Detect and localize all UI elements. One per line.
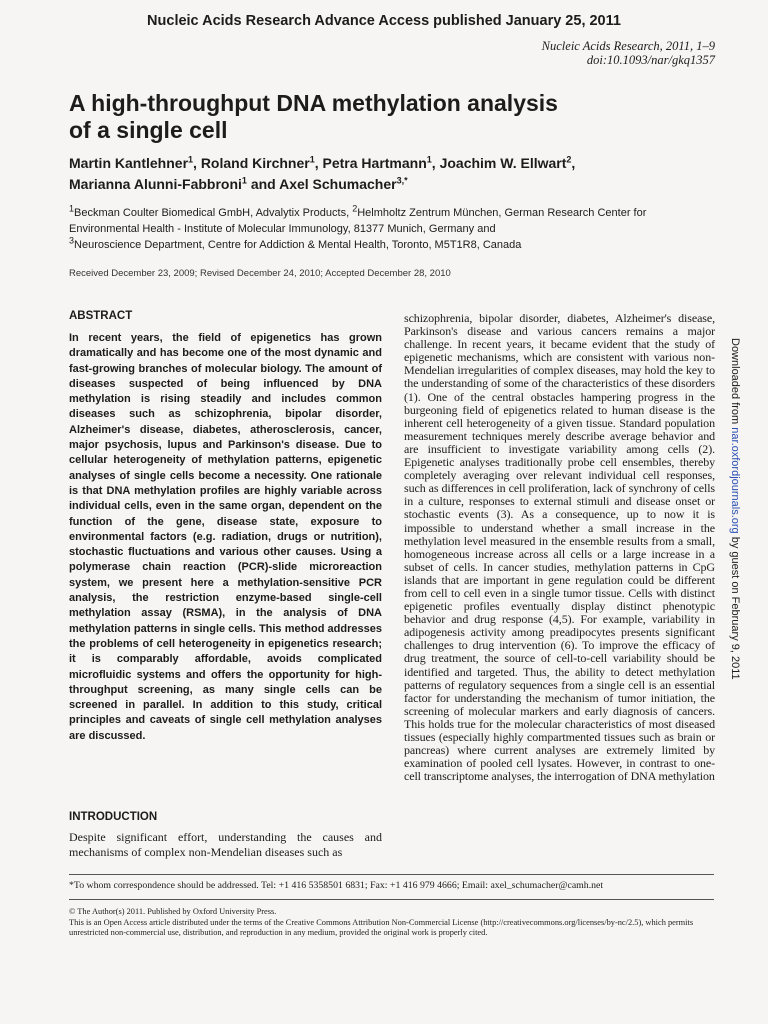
abstract-text: In recent years, the field of epigenetics has grown dramatically and has become one of the most dynamic and fast-growing branches of molecular biology. The amount of diseases suspected of being influenced by DNA methylation is rising steadily and includes common diseases such as schizophrenia, bipolar disorder, Alzheimer's disease, diabetes, atherosclerosis, cancer, major psychosis, lupus and Parkinson's disease. Due to cellular heterogeneity of methylation patterns, epigenetic analyses of single cells become a necessity. One rationale is that DNA methylation profiles are highly variable across individual cells, even in the same organ, dependent on the function of the gene, disease state, exposure to environmental factors (e.g. radiation, drugs or nutrition), stochastic fluctuations and various other causes. Using a polymerase chain reaction (PCR)-slide microreaction system, we present here a methylation-sensitive PCR analysis, the restriction enzyme-based single-cell methylation assay (RSMA), in the analysis of DNA methylation patterns in single cells. This method addresses the problems of cell heterogeneity in epigenetics research; it is comparably affordable, avoids complicated microfluidic systems and offers the opportunity for high-throughput screening, as many single cells can be screened in parallel. In addition to this study, critical principles and caveats of single cell methylation analyses are discussed. bbox=[69, 332, 382, 742]
received-dates: Received December 23, 2009; Revised December 24, 2010; Accepted December 28, 2010 bbox=[69, 268, 451, 279]
title-line-2: of a single cell bbox=[69, 117, 228, 143]
affiliation-mark: 2 bbox=[352, 203, 358, 214]
advance-access-banner: Nucleic Acids Research Advance Access published January 25, 2011 bbox=[147, 13, 621, 29]
doi: doi:10.1093/nar/gkq1357 bbox=[586, 53, 715, 67]
introduction-heading: INTRODUCTION bbox=[69, 811, 158, 823]
author-affiliation-mark: 3,* bbox=[396, 175, 408, 186]
author-name: Martin Kantlehner bbox=[69, 155, 189, 171]
license-notice bbox=[69, 907, 714, 939]
journal-reference bbox=[542, 39, 715, 67]
introduction-text: Despite significant effort, understanding the causes and mechanisms of complex non-Mendelian diseases such as bbox=[69, 830, 382, 859]
author-affiliation-mark: 1 bbox=[309, 154, 315, 165]
journal-site-link[interactable]: nar.oxfordjournals.org bbox=[729, 427, 741, 534]
author-affiliation-mark: 1 bbox=[426, 154, 432, 165]
affiliation-2: Helmholtz Zentrum München, German Research Center for Environmental Health - Institute of Molecular Immunology, 81377 Munich, Germany and bbox=[69, 207, 647, 235]
correspondence-footnote: *To whom correspondence should be addressed. Tel: +1 416 5358501 6831; Fax: +1 416 979 4666; Email: axel_schumacher@camh.net bbox=[69, 880, 604, 891]
article-title bbox=[69, 90, 669, 144]
affiliation-1: Beckman Coulter Biomedical GmbH, Advalytix Products, bbox=[74, 207, 353, 219]
download-suffix: by guest on February 9, 2011 bbox=[729, 533, 741, 680]
author-affiliation-mark: 1 bbox=[241, 175, 247, 186]
download-prefix: Downloaded from bbox=[729, 338, 741, 428]
affiliation-mark: 1 bbox=[69, 203, 75, 214]
author-name: Petra Hartmann bbox=[322, 155, 427, 171]
open-access-statement: This is an Open Access article distributed under the terms of the Creative Commons Attribution Non-Commercial License (http://creativecommons.org/licenses/by-nc/2.5), which permits unrestricted non-commercial use, distribution, and reproduction in any medium, provided the original work is properly cited. bbox=[69, 917, 694, 937]
affiliation-mark: 3 bbox=[69, 235, 75, 246]
footnote-divider bbox=[69, 874, 714, 875]
author-affiliation-mark: 1 bbox=[188, 154, 194, 165]
journal-citation: Nucleic Acids Research, 2011, 1–9 bbox=[541, 39, 715, 53]
abstract-heading: ABSTRACT bbox=[69, 310, 133, 322]
author-name: Roland Kirchner bbox=[200, 155, 310, 171]
author-conjunction: and bbox=[250, 176, 276, 192]
download-watermark bbox=[729, 338, 750, 680]
author-name: Marianna Alunni-Fabbroni bbox=[69, 176, 242, 192]
title-line-1: A high-throughput DNA methylation analysis bbox=[69, 90, 558, 116]
author-list: Martin Kantlehner$^1$, Roland Kirchner$^1$, Petra Hartmann$^1$, Joachim W. Ellwart$^2$, Marianna Alunni-Fabbroni$^1$ and Axel Schumacher$^{3,*}$ bbox=[69, 154, 576, 192]
author-affiliation-mark: 2 bbox=[566, 154, 572, 165]
author-name: Axel Schumacher bbox=[279, 176, 397, 192]
column-2-body-text: schizophrenia, bipolar disorder, diabetes, Alzheimer's disease, Parkinson's disease and various cancers remains a major challenge. In recent years, it became evident that the study of epigenetic mechanisms, which are consistent with various non-Mendelian irregularities of complex diseases, may hold the key to the understanding of some of the characteristics of these disorders (1). One of the central obstacles hampering progress in the burgeoning field of epigenetics related to human disease is the inherent cell heterogeneity of a given tissue. Standard population measurement techniques merely describe average behavior and are insufficient to investigate variability among cells (2). Epigenetic analyses traditionally probe cell ensembles, thereby completely averaging over relevant individual cell responses, such as differences in cell proliferation, lack of synchrony of cells in a culture, responses to external stimuli and disease onset or stochastic events (3). As a consequence, up to now it is impossible to understand whether a small increase in the methylation level measured in the ensemble results from a small, homogeneous increase across all cells or a large increase in a subset of cells. In cancer studies, methylation patterns in CpG islands that are important in gene regulation could be different from cell to cell even in a single tumor tissue. Cells with distinct epigenetic profiles eventually display distinct phenotypic behavior and drug response (4,5). For example, variability in adipogenesis activity among preadipocytes presents significant challenges to drug intervention (6). To improve the efficacy of drug treatment, the source of cell-to-cell variability should be identified and targeted. Thus, the ability to detect methylation patterns of regulatory sequences from a single cell is an essential factor for understanding the mechanism of tumor initiation, the screening of molecular markers and early diagnosis of cancers. This holds true for the molecular characteristics of most diseased tissues (especially highly compartmented tissues such as brain or pancreas) where current analyses are extremely limited by examination of pooled cell lysates. However, in contrast to one-cell transcriptome analyses, the interrogation of DNA methylation bbox=[404, 311, 715, 784]
license-divider bbox=[69, 899, 714, 900]
copyright-line: © The Author(s) 2011. Published by Oxford University Press. bbox=[69, 907, 277, 916]
author-name: Joachim W. Ellwart bbox=[439, 155, 567, 171]
affiliation-3: Neuroscience Department, Centre for Addiction & Mental Health, Toronto, M5T1R8, Canada bbox=[74, 239, 522, 251]
affiliations bbox=[69, 205, 709, 253]
